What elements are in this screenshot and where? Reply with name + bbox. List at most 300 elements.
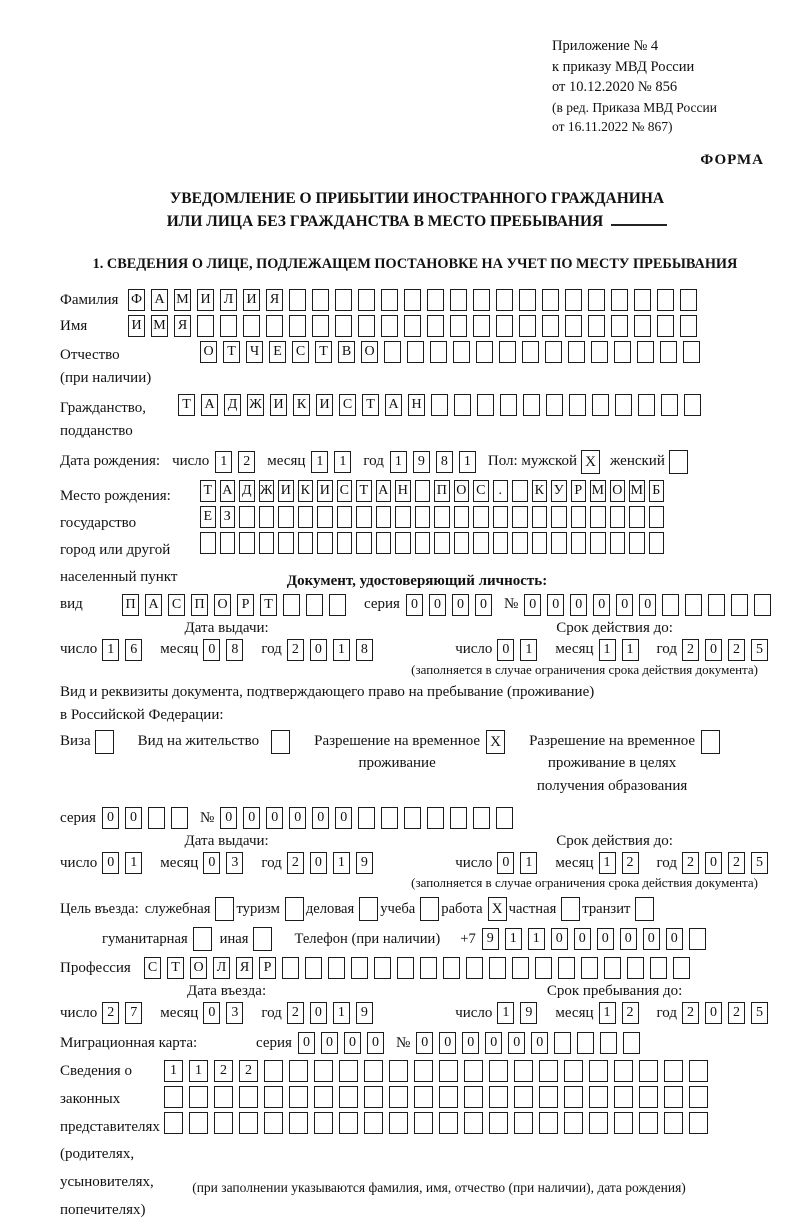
form-cell[interactable] [439,1060,458,1082]
form-cell[interactable]: 9 [482,928,499,950]
form-cell[interactable]: 9 [413,451,430,473]
form-cell[interactable] [496,807,513,829]
form-cell[interactable] [545,341,562,363]
form-cell[interactable] [259,532,275,554]
form-cell[interactable]: И [278,480,294,502]
form-cell[interactable] [358,289,375,311]
form-cell[interactable]: С [337,480,353,502]
form-cell[interactable]: 8 [356,639,373,661]
form-cell[interactable]: О [200,341,217,363]
form-cell[interactable]: 0 [574,928,591,950]
form-cell[interactable] [577,1032,594,1054]
form-cell[interactable] [404,807,421,829]
form-cell[interactable] [427,807,444,829]
form-cell[interactable]: И [270,394,287,416]
form-cell[interactable]: 5 [751,1002,768,1024]
form-cell[interactable]: 0 [439,1032,456,1054]
form-cell[interactable] [650,957,667,979]
form-cell[interactable]: 0 [203,852,220,874]
form-cell[interactable] [514,1086,533,1108]
form-cell[interactable] [629,532,645,554]
form-cell[interactable]: 1 [189,1060,208,1082]
form-cell[interactable]: 0 [312,807,329,829]
form-cell[interactable] [565,315,582,337]
form-cell[interactable]: Р [237,594,254,616]
form-cell[interactable] [189,1112,208,1134]
form-cell[interactable]: М [174,289,191,311]
form-cell[interactable] [450,315,467,337]
form-cell[interactable]: И [316,394,333,416]
form-cell[interactable] [604,957,621,979]
form-cell[interactable] [466,957,483,979]
form-cell[interactable]: 3 [226,852,243,874]
form-cell[interactable]: 1 [599,852,616,874]
form-cell[interactable]: 9 [356,1002,373,1024]
form-cell[interactable] [496,315,513,337]
form-cell[interactable]: 5 [751,639,768,661]
form-cell[interactable] [685,594,702,616]
form-cell[interactable] [680,315,697,337]
form-cell[interactable] [443,957,460,979]
form-cell[interactable] [259,506,275,528]
form-cell[interactable] [289,1086,308,1108]
form-cell[interactable] [514,1112,533,1134]
form-cell[interactable] [339,1086,358,1108]
form-cell[interactable]: 1 [599,1002,616,1024]
form-cell[interactable]: 0 [531,1032,548,1054]
form-cell[interactable] [283,594,300,616]
form-cell[interactable]: 2 [102,1002,119,1024]
form-cell[interactable] [614,1086,633,1108]
form-cell[interactable]: Н [395,480,411,502]
form-cell[interactable] [542,289,559,311]
purpose-humanitarian-checkbox[interactable] [193,927,212,951]
residence-permit-checkbox[interactable] [271,730,290,754]
form-cell[interactable] [351,957,368,979]
form-cell[interactable]: 3 [226,1002,243,1024]
form-cell[interactable]: 0 [102,852,119,874]
form-cell[interactable] [171,807,188,829]
form-cell[interactable] [589,1086,608,1108]
form-cell[interactable]: 0 [551,928,568,950]
form-cell[interactable] [684,394,701,416]
form-cell[interactable] [496,289,513,311]
form-cell[interactable] [376,532,392,554]
form-cell[interactable]: П [122,594,139,616]
form-cell[interactable] [473,807,490,829]
temp-residence-checkbox[interactable]: X [486,730,505,754]
form-cell[interactable]: 2 [287,1002,304,1024]
form-cell[interactable]: П [434,480,450,502]
form-cell[interactable] [239,1112,258,1134]
form-cell[interactable] [312,289,329,311]
form-cell[interactable] [314,1112,333,1134]
form-cell[interactable] [358,807,375,829]
form-cell[interactable] [339,1060,358,1082]
form-cell[interactable] [415,480,431,502]
form-cell[interactable] [239,506,255,528]
form-cell[interactable] [364,1112,383,1134]
form-cell[interactable] [637,341,654,363]
form-cell[interactable] [164,1112,183,1134]
form-cell[interactable]: М [151,315,168,337]
form-cell[interactable] [499,341,516,363]
form-cell[interactable] [493,506,509,528]
form-cell[interactable] [564,1060,583,1082]
form-cell[interactable]: Т [356,480,372,502]
form-cell[interactable]: К [298,480,314,502]
form-cell[interactable]: Р [259,957,276,979]
form-cell[interactable] [754,594,771,616]
form-cell[interactable] [220,532,236,554]
form-cell[interactable]: 1 [497,1002,514,1024]
form-cell[interactable]: 0 [593,594,610,616]
form-cell[interactable]: 5 [751,852,768,874]
form-cell[interactable]: 0 [705,852,722,874]
form-cell[interactable] [306,594,323,616]
form-cell[interactable] [264,1060,283,1082]
form-cell[interactable] [600,1032,617,1054]
form-cell[interactable] [523,394,540,416]
form-cell[interactable]: П [191,594,208,616]
form-cell[interactable]: И [197,289,214,311]
form-cell[interactable]: 2 [238,451,255,473]
form-cell[interactable]: 0 [497,639,514,661]
form-cell[interactable]: 1 [164,1060,183,1082]
purpose-business-checkbox[interactable] [215,897,234,921]
form-cell[interactable] [450,807,467,829]
sex-male-checkbox[interactable]: X [581,450,600,474]
form-cell[interactable] [454,394,471,416]
form-cell[interactable]: С [339,394,356,416]
form-cell[interactable] [431,394,448,416]
form-cell[interactable] [339,1112,358,1134]
form-cell[interactable] [590,532,606,554]
form-cell[interactable] [673,957,690,979]
form-cell[interactable]: 1 [622,639,639,661]
form-cell[interactable] [489,1086,508,1108]
form-cell[interactable] [289,1112,308,1134]
form-cell[interactable] [356,532,372,554]
form-cell[interactable]: И [317,480,333,502]
form-cell[interactable] [239,532,255,554]
form-cell[interactable]: Л [220,289,237,311]
form-cell[interactable] [200,532,216,554]
form-cell[interactable] [661,394,678,416]
form-cell[interactable] [454,532,470,554]
form-cell[interactable] [512,480,528,502]
form-cell[interactable] [592,394,609,416]
form-cell[interactable] [389,1060,408,1082]
form-cell[interactable]: Ж [247,394,264,416]
form-cell[interactable] [614,1060,633,1082]
form-cell[interactable] [683,341,700,363]
purpose-study-checkbox[interactable] [420,897,439,921]
form-cell[interactable] [489,957,506,979]
form-cell[interactable] [420,957,437,979]
form-cell[interactable] [660,341,677,363]
form-cell[interactable]: А [145,594,162,616]
form-cell[interactable] [404,315,421,337]
form-cell[interactable] [381,807,398,829]
form-cell[interactable]: 2 [622,1002,639,1024]
form-cell[interactable] [214,1086,233,1108]
form-cell[interactable]: С [144,957,161,979]
form-cell[interactable] [381,315,398,337]
form-cell[interactable]: К [532,480,548,502]
form-cell[interactable] [314,1060,333,1082]
form-cell[interactable]: 0 [666,928,683,950]
form-cell[interactable] [335,289,352,311]
form-cell[interactable]: 0 [508,1032,525,1054]
form-cell[interactable] [414,1086,433,1108]
form-cell[interactable]: 2 [287,852,304,874]
form-cell[interactable] [289,315,306,337]
form-cell[interactable]: Ч [246,341,263,363]
form-cell[interactable] [623,1032,640,1054]
form-cell[interactable]: И [128,315,145,337]
form-cell[interactable] [374,957,391,979]
form-cell[interactable]: 0 [462,1032,479,1054]
form-cell[interactable] [148,807,165,829]
form-cell[interactable] [489,1112,508,1134]
form-cell[interactable]: 0 [547,594,564,616]
form-cell[interactable]: О [361,341,378,363]
form-cell[interactable] [473,315,490,337]
form-cell[interactable] [610,506,626,528]
form-cell[interactable]: Е [200,506,216,528]
form-cell[interactable] [590,506,606,528]
form-cell[interactable] [489,1060,508,1082]
form-cell[interactable] [356,506,372,528]
form-cell[interactable] [164,1086,183,1108]
form-cell[interactable] [634,289,651,311]
form-cell[interactable]: 0 [643,928,660,950]
form-cell[interactable]: Я [236,957,253,979]
form-cell[interactable] [614,341,631,363]
form-cell[interactable] [627,957,644,979]
form-cell[interactable]: 2 [214,1060,233,1082]
form-cell[interactable]: 1 [334,451,351,473]
form-cell[interactable] [389,1112,408,1134]
form-cell[interactable]: В [338,341,355,363]
form-cell[interactable]: 2 [728,852,745,874]
form-cell[interactable]: 0 [705,639,722,661]
form-cell[interactable]: С [473,480,489,502]
form-cell[interactable] [649,532,665,554]
form-cell[interactable] [551,506,567,528]
form-cell[interactable]: 1 [390,451,407,473]
form-cell[interactable] [214,1112,233,1134]
form-cell[interactable] [434,506,450,528]
form-cell[interactable]: 0 [367,1032,384,1054]
form-cell[interactable]: 9 [520,1002,537,1024]
form-cell[interactable] [614,1112,633,1134]
form-cell[interactable] [282,957,299,979]
form-cell[interactable] [384,341,401,363]
form-cell[interactable] [289,289,306,311]
form-cell[interactable]: 2 [728,1002,745,1024]
form-cell[interactable] [404,289,421,311]
form-cell[interactable] [493,532,509,554]
form-cell[interactable]: 0 [344,1032,361,1054]
form-cell[interactable] [264,1112,283,1134]
form-cell[interactable] [389,1086,408,1108]
form-cell[interactable]: Т [362,394,379,416]
form-cell[interactable] [305,957,322,979]
form-cell[interactable]: М [629,480,645,502]
form-cell[interactable] [569,394,586,416]
form-cell[interactable] [532,506,548,528]
form-cell[interactable] [657,315,674,337]
form-cell[interactable]: А [151,289,168,311]
form-cell[interactable]: Е [269,341,286,363]
form-cell[interactable]: Т [167,957,184,979]
form-cell[interactable] [512,957,529,979]
form-cell[interactable]: Б [649,480,665,502]
form-cell[interactable] [588,289,605,311]
form-cell[interactable]: Ж [259,480,275,502]
form-cell[interactable]: 2 [682,1002,699,1024]
form-cell[interactable] [568,341,585,363]
form-cell[interactable] [539,1112,558,1134]
form-cell[interactable]: 1 [528,928,545,950]
form-cell[interactable]: 0 [475,594,492,616]
form-cell[interactable]: . [493,480,509,502]
form-cell[interactable] [395,532,411,554]
form-cell[interactable]: А [376,480,392,502]
visa-checkbox[interactable] [95,730,114,754]
form-cell[interactable]: Т [260,594,277,616]
form-cell[interactable] [581,957,598,979]
form-cell[interactable] [588,315,605,337]
form-cell[interactable]: 0 [406,594,423,616]
form-cell[interactable] [680,289,697,311]
form-cell[interactable] [629,506,645,528]
form-cell[interactable]: 2 [682,639,699,661]
form-cell[interactable] [519,315,536,337]
form-cell[interactable] [657,289,674,311]
form-cell[interactable] [464,1086,483,1108]
form-cell[interactable]: 1 [459,451,476,473]
purpose-transit-checkbox[interactable] [635,897,654,921]
form-cell[interactable]: 8 [436,451,453,473]
form-cell[interactable] [264,1086,283,1108]
form-cell[interactable] [430,341,447,363]
form-cell[interactable]: Я [174,315,191,337]
form-cell[interactable] [364,1086,383,1108]
form-cell[interactable]: 1 [311,451,328,473]
form-cell[interactable]: 0 [570,594,587,616]
form-cell[interactable]: 1 [215,451,232,473]
form-cell[interactable]: 0 [524,594,541,616]
form-cell[interactable] [464,1112,483,1134]
form-cell[interactable] [414,1112,433,1134]
form-cell[interactable] [546,394,563,416]
form-cell[interactable]: 7 [125,1002,142,1024]
form-cell[interactable]: 0 [102,807,119,829]
form-cell[interactable]: О [214,594,231,616]
form-cell[interactable] [439,1112,458,1134]
form-cell[interactable] [589,1060,608,1082]
form-cell[interactable] [289,1060,308,1082]
form-cell[interactable] [639,1060,658,1082]
form-cell[interactable] [298,506,314,528]
form-cell[interactable] [337,506,353,528]
form-cell[interactable]: С [292,341,309,363]
form-cell[interactable] [708,594,725,616]
form-cell[interactable]: Т [200,480,216,502]
form-cell[interactable] [571,506,587,528]
form-cell[interactable]: 1 [333,1002,350,1024]
form-cell[interactable]: 0 [203,1002,220,1024]
form-cell[interactable] [415,506,431,528]
form-cell[interactable] [539,1086,558,1108]
form-cell[interactable]: 1 [599,639,616,661]
form-cell[interactable]: 2 [728,639,745,661]
form-cell[interactable] [395,506,411,528]
form-cell[interactable]: О [190,957,207,979]
form-cell[interactable]: И [243,289,260,311]
form-cell[interactable]: 1 [520,639,537,661]
form-cell[interactable]: У [551,480,567,502]
form-cell[interactable] [439,1086,458,1108]
form-cell[interactable] [381,289,398,311]
form-cell[interactable] [532,532,548,554]
form-cell[interactable] [298,532,314,554]
form-cell[interactable] [564,1112,583,1134]
form-cell[interactable]: 2 [682,852,699,874]
form-cell[interactable]: 2 [622,852,639,874]
form-cell[interactable]: О [610,480,626,502]
form-cell[interactable] [335,315,352,337]
form-cell[interactable] [243,315,260,337]
form-cell[interactable] [519,289,536,311]
form-cell[interactable] [662,594,679,616]
form-cell[interactable] [239,1086,258,1108]
form-cell[interactable] [337,532,353,554]
form-cell[interactable] [639,1086,658,1108]
form-cell[interactable] [220,315,237,337]
temp-residence-edu-checkbox[interactable] [701,730,720,754]
form-cell[interactable] [611,315,628,337]
form-cell[interactable] [477,394,494,416]
form-cell[interactable] [591,341,608,363]
form-cell[interactable] [664,1060,683,1082]
form-cell[interactable] [514,1060,533,1082]
form-cell[interactable]: М [590,480,606,502]
form-cell[interactable] [278,532,294,554]
form-cell[interactable] [539,1060,558,1082]
form-cell[interactable]: 0 [497,852,514,874]
form-cell[interactable] [611,289,628,311]
form-cell[interactable]: 0 [485,1032,502,1054]
form-cell[interactable] [476,341,493,363]
purpose-commercial-checkbox[interactable] [359,897,378,921]
form-cell[interactable]: 6 [125,639,142,661]
form-cell[interactable] [565,289,582,311]
form-cell[interactable]: А [220,480,236,502]
form-cell[interactable] [464,1060,483,1082]
form-cell[interactable]: Н [408,394,425,416]
sex-female-checkbox[interactable] [669,450,688,474]
form-cell[interactable]: 0 [310,1002,327,1024]
form-cell[interactable]: 1 [505,928,522,950]
form-cell[interactable]: Д [239,480,255,502]
form-cell[interactable] [589,1112,608,1134]
form-cell[interactable]: 0 [429,594,446,616]
form-cell[interactable] [278,506,294,528]
